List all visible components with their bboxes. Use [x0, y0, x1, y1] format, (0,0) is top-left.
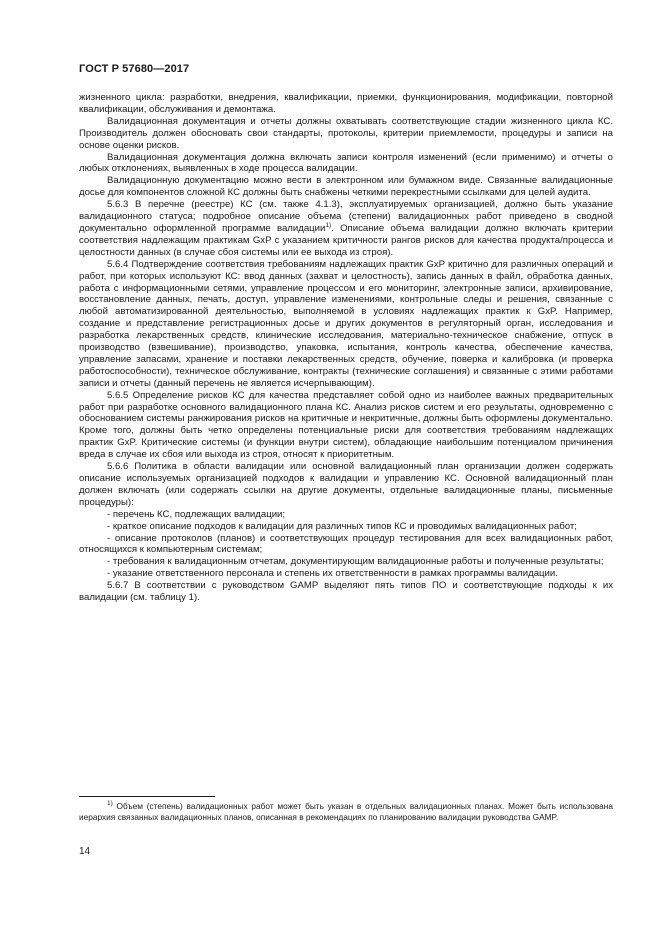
- footnote-ref: 1): [325, 221, 332, 229]
- list-item: - указание ответственного персонала и степень их ответственности в рамках программы валидации.: [107, 568, 558, 580]
- page-number: 14: [79, 846, 91, 857]
- footnote-marker: 1): [107, 800, 113, 808]
- paragraph-5-6-3: [79, 199, 613, 259]
- list-item: - требования к валидационным отчетам, документирующим валидационные работы и полученные результаты;: [107, 556, 604, 568]
- paragraph: Валидационная документация должна включать записи контроля изменений (если применимо) и отчеты о любых отклонениях, выявленных в ходе процесса валидации.: [79, 151, 613, 175]
- list-item: - описание протоколов (планов) и соответствующих процедур тестирования для всех валидационных работ, относящихся к компьютерным системам;: [79, 532, 613, 556]
- paragraph-text: 5.6.3 В перечне (реестре) КС (см. также 4.1.3), эксплуатируемых организацией, должно быть указание валидационного статуса; подробное описание объема (степени) валидационных работ приведено в сводной документально оформленной программе валидации: [79, 199, 613, 234]
- paragraph-5-6-7: 5.6.7 В соответствии с руководством GAMP выделяют пять типов ПО и соответствующие подходы к их валидации (см. таблицу 1).: [79, 580, 613, 604]
- list-item: - перечень КС, подлежащих валидации;: [107, 508, 286, 520]
- document-header: ГОСТ Р 57680—2017: [79, 63, 190, 75]
- paragraph-text: . Описание объема валидации должно включать критерии соответствия надлежащим практикам GxP с указанием критичности рангов рисков для качества продукта/процесса и целостности данных (в случае сбоя системы или ее выхода из строя).: [79, 222, 613, 258]
- paragraph: Валидационную документацию можно вести в электронном или бумажном виде. Связанные валидационные досье для компонентов сложной КС должны быть снабжены четкими перекрестными ссылками для целей аудита.: [79, 175, 613, 199]
- footnote-separator: [79, 796, 215, 797]
- paragraph-5-6-4: 5.6.4 Подтверждение соответствия требованиям надлежащих практик GxP критично для различных операций и работ, при которых используют КС: ввод данных (захват и целостность), запись данных в файл, обработка данных, работа с информационными сетями, управление процессом и его мониторинг, электронные записи, архивирование, восстановление данных, печать, доступ, управление изменениями, контрольные следы и решения, связанные с любой автоматизированной деятельностью, выполняемой в условиях надлежащих практик к GxP. Например, создание и представление регистрационных досье и других документов в регуляторный орган, исследования и разработка лекарственных средств, клинические исследования, материально-техническое снабжение, отпуск в производство (взвешивание), производство, упаковка, испытания, контроль качества, обеспечение качества, управление запасами, хранение и поставки лекарственных средств, обучение, поверка и калибровка (и проверка работоспособности), техническое обслуживание, контракты (технические соглашения) и связанные с этими работами записи и отчеты (данный перечень не является исчерпывающим).: [79, 258, 613, 389]
- paragraph: Валидационная документация и отчеты должны охватывать соответствующие стадии жизненного цикла КС. Производитель должен обосновать свои стандарты, протоколы, критерии приемлемости, процедуры и записи на основе оценки рисков.: [79, 115, 613, 151]
- paragraph: жизненного цикла: разработки, внедрения, квалификации, приемки, функционирования, модификации, повторной квалификации, обслуживания и демонтажа.: [79, 92, 613, 115]
- footnote-text: Объем (степень) валидационных работ может быть указан в отдельных валидационных планах. Может быть использована иерархия связанных валидационных планов, описанная в рекомендациях по планированию валидации руководства GAMP.: [79, 801, 613, 823]
- paragraph-5-6-5: 5.6.5 Определение рисков КС для качества представляет собой одно из наиболее важных предварительных работ при разработке основного валидационного плана КС. Анализ рисков систем и его результаты, одновременно с обоснованием системы ранжирования рисков на критичные и некритичные, должны быть оформлены документально. Кроме того, должны быть четко определены потенциальные риски для соответствия требованиям надлежащих практик GxP. Критические системы (и функции внутри систем), обладающие наибольшим потенциалом причинения вреда в случае их сбоя или выхода из строя, относят к приоритетным.: [79, 389, 613, 461]
- paragraph-5-6-6: 5.6.6 Политика в области валидации или основной валидационный план организации должен содержать описание используемых организацией подходов к валидации и управлению КС. Основной валидационный план должен включать (или содержать ссылки на другие документы, отдельные валидационные планы, письменные процедуры):: [79, 461, 613, 508]
- document-body: [79, 92, 613, 604]
- list-item: - краткое описание подходов к валидации для различных типов КС и проводимых валидационных работ;: [107, 520, 577, 532]
- footnote: [79, 801, 613, 824]
